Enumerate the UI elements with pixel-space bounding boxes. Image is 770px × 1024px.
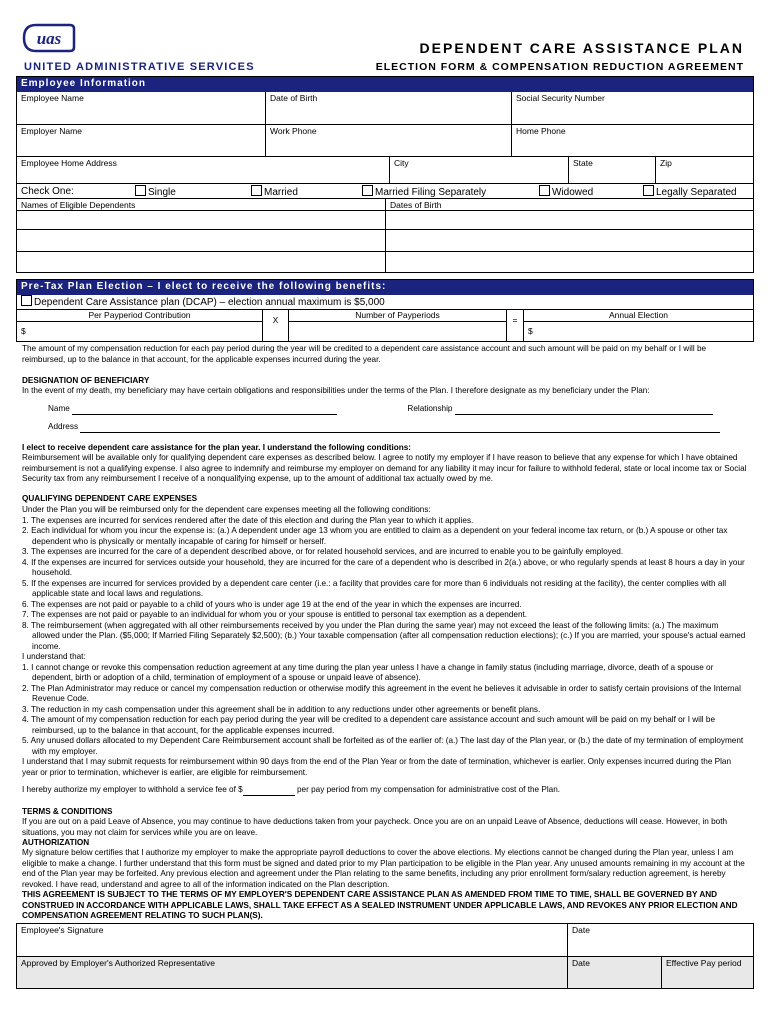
effective-pay-period-field[interactable]: [661, 957, 753, 988]
dependents-dob-header: Dates of Birth: [385, 199, 753, 210]
company-name: UNITED ADMINISTRATIVE SERVICES: [24, 61, 255, 73]
svg-text:uas: uas: [36, 29, 62, 48]
dependent-name-field[interactable]: [17, 211, 385, 229]
qualifying-item: 3. The expenses are incurred for the care of a dependent described above, or for related household services, and are incurred to enable you to be gainfully employed.: [22, 547, 624, 556]
employee-name-label: Employee Name: [21, 93, 84, 103]
dcap-option[interactable]: [17, 295, 753, 310]
status-married-label: Married: [264, 186, 298, 198]
num-payperiods-field[interactable]: [288, 310, 506, 341]
relationship-label: Relationship: [407, 404, 453, 413]
beneficiary-name-field[interactable]: [72, 414, 337, 415]
terms-heading: TERMS & CONDITIONS: [22, 807, 113, 816]
checkbox-icon[interactable]: [643, 185, 654, 196]
qualifying-item: 8. The reimbursement (when aggregated with all other reimbursements received by you under the Plan during the same year) may not exceed the least of the following limits: (a.) The maximum allowed under the Plan. ($5,000; If Married Filing Separately $2,500); (b.) Your taxable compensation (after all compensation reduction elections); (c.) If you are married, your spouse's actual earned income.: [22, 620, 746, 651]
beneficiary-name-row: [48, 404, 748, 415]
effective-pay-period-label: Effective Pay period: [666, 958, 742, 968]
status-separated-label: Legally Separated: [656, 186, 737, 198]
times-symbol: X: [262, 310, 288, 341]
check-one-label: Check One:: [21, 185, 74, 197]
conditions-text: Reimbursement will be available only for qualifying dependent care expenses as described below. I agree to notify my employer if I have reason to believe that any expense for which I have obtained reimbursement is not a qualifying expense. I also agree to indemnify and reimburse my employer on demand for any liability it may incur for failure to withhold federal, state or local income tax or Social Security tax from any reimbursement I receive of a nonqualifying expense, up to the amount of additional tax actually owed by me.: [22, 453, 747, 483]
employee-signature-label: Employee's Signature: [21, 925, 104, 935]
per-payperiod-field[interactable]: [17, 310, 262, 341]
dependent-name-field[interactable]: [17, 230, 385, 251]
employee-signature-field[interactable]: [17, 924, 567, 956]
understand-item: 4. The amount of my compensation reduction for each pay period during the year will be credited to a dependent care assistance account and such amount will be paid on my behalf or I will be reimbursed, up to the balance in that account, for the applicable expenses incurred.: [22, 715, 716, 735]
zip-field[interactable]: [655, 157, 753, 183]
employee-name-field[interactable]: [17, 92, 265, 124]
status-single-label: Single: [148, 186, 176, 198]
qualifying-item: 5. If the expenses are incurred for services provided by a dependent care center (i.e.: a facility that provides care for more than 6 individuals not residing at the facility), the center complies with all applicable state and local laws and regulations.: [22, 578, 727, 598]
amount-text: The amount of my compensation reduction for each pay period during the year will be credited to a dependent care assistance account and such amount will be paid on my behalf or I will be reimbursed, up to the balance in that account, for the applicable expenses incurred during the year.: [22, 344, 707, 364]
city-field[interactable]: [389, 157, 568, 183]
dollar-sign-2: $: [528, 326, 533, 336]
home-phone-label: Home Phone: [516, 126, 566, 136]
beneficiary-address-field[interactable]: [80, 432, 720, 433]
form-subtitle: ELECTION FORM & COMPENSATION REDUCTION AGREEMENT: [375, 61, 744, 73]
form-title: DEPENDENT CARE ASSISTANCE PLAN: [419, 40, 744, 56]
status-married[interactable]: [251, 185, 362, 198]
understand-item: 5. Any unused dollars allocated to my Dependent Care Reimbursement account shall be forfeited as of the earlier of: (a.) The last day of the Plan year, or (b.) the date of my termination of employment with my employer.: [22, 736, 744, 756]
status-widowed[interactable]: [539, 185, 643, 198]
dob-field[interactable]: [265, 92, 511, 124]
checkbox-icon[interactable]: [362, 185, 373, 196]
approved-by-field[interactable]: [17, 957, 567, 988]
dollar-sign-1: $: [21, 326, 26, 336]
conditions-heading: I elect to receive dependent care assistance for the plan year. I understand the following conditions:: [22, 443, 412, 452]
understand-label: I understand that:: [22, 652, 86, 661]
qualifying-item: 6. The expenses are not paid or payable to a child of yours who is under age 19 at the end of the year in which the expenses are incurred.: [22, 599, 522, 609]
understand-item: 1. I cannot change or revoke this compensation reduction agreement at any time during the plan year unless I have a change in family status (including marriage, divorce, death of a spouse or dependent, birth or adoption of a child, termination of employment of a spouse or unpaid leave of absence).: [22, 662, 714, 682]
ssn-label: Social Security Number: [516, 93, 605, 103]
understand-item: 3. The reduction in my cash compensation under this agreement shall be in addition to any reductions under other agreements or benefit plans.: [22, 704, 541, 714]
annual-election-field[interactable]: [523, 310, 753, 341]
beneficiary-address-row: [48, 422, 748, 433]
dependent-name-field[interactable]: [17, 252, 385, 273]
dob-label: Date of Birth: [270, 93, 318, 103]
status-mfs-label: Married Filing Separately: [375, 186, 487, 198]
qualifying-body: [22, 505, 748, 778]
checkbox-icon[interactable]: [251, 185, 262, 196]
uas-logo: [22, 22, 76, 54]
home-phone-field[interactable]: [511, 125, 753, 156]
home-address-field[interactable]: [17, 157, 389, 183]
qualifying-item: 7. The expenses are not paid or payable to an individual for whom you or your spouse is entitled to personal tax exemption as a dependent.: [22, 610, 528, 619]
approved-by-label: Approved by Employer's Authorized Representative: [21, 958, 215, 968]
work-phone-label: Work Phone: [270, 126, 317, 136]
state-label: State: [573, 158, 593, 168]
annual-election-label: Annual Election: [524, 310, 753, 322]
service-fee-row: [22, 785, 748, 796]
status-widowed-label: Widowed: [552, 186, 594, 198]
fee-text-pre: I hereby authorize my employer to withhold a service fee of $: [22, 785, 243, 794]
per-payperiod-label: Per Payperiod Contribution: [17, 310, 262, 322]
num-payperiods-label: Number of Payperiods: [289, 310, 506, 322]
authorization-text: My signature below certifies that I authorize my employer to make the appropriate payroll deductions to cover the above elections. My elections cannot be changed during the Plan year, unless I am eligible to make a change. I further understand that this form must be signed and dated prior to my Plan participation to be eligible in the Plan year. Any unused amounts remaining in my account at the end of the Plan year may be forfeited. Any previous election and agreement under the Plan relating to the same benefits, including any prior enrollment form/salary reduction agreement, is hereby revoked. I have read, understand and agree to all of the information indicated on the Plan description.: [22, 848, 745, 889]
approval-date-field[interactable]: [567, 957, 661, 988]
employer-name-label: Employer Name: [21, 126, 82, 136]
work-phone-field[interactable]: [265, 125, 511, 156]
submit-requests-text: I understand that I may submit requests for reimbursement within 90 days from the end of the Plan Year or from the date of termination, whichever is earlier. Only expenses incurred during the Plan year or prior to termination, whichever is earlier, are eligible for reimbursement.: [22, 757, 732, 777]
qualifying-item: 1. The expenses are incurred for services rendered after the date of this election and during the Plan year to which it applies.: [22, 515, 474, 525]
status-legally-separated[interactable]: [643, 185, 753, 198]
relationship-field[interactable]: [455, 414, 713, 415]
dependents-header: Names of Eligible Dependents: [21, 200, 136, 210]
service-fee-field[interactable]: [243, 795, 295, 796]
dependent-dob-field[interactable]: [385, 211, 753, 229]
employee-info-header: Employee Information: [17, 77, 753, 92]
understand-item: 2. The Plan Administrator may reduce or cancel my compensation reduction or otherwise modify this agreement in the event he believes it advisable in order to satisfy certain provisions of the Internal Revenue Code.: [22, 683, 741, 703]
employee-date-field[interactable]: [567, 924, 753, 956]
qualifying-intro: Under the Plan you will be reimbursed only for the dependent care expenses meeting all the following conditions:: [22, 505, 431, 514]
election-header: Pre-Tax Plan Election – I elect to receive the following benefits:: [17, 280, 753, 295]
home-address-label: Employee Home Address: [21, 158, 117, 168]
dependent-dob-field[interactable]: [385, 252, 753, 273]
employee-info-section: [16, 76, 754, 273]
employee-date-label: Date: [572, 925, 590, 935]
checkbox-icon[interactable]: [135, 185, 146, 196]
signature-section: [16, 923, 754, 989]
checkbox-icon[interactable]: [21, 295, 32, 306]
election-section: [16, 279, 754, 342]
approval-date-label: Date: [572, 958, 590, 968]
qualifying-item: 4. If the expenses are incurred for services outside your household, they are incurred for the care of a dependent who is described in 2(a.) above, or who regularly spends at least 8 hours a day in your household.: [22, 557, 745, 577]
state-field[interactable]: [568, 157, 655, 183]
ssn-field[interactable]: [511, 92, 753, 124]
beneficiary-text: In the event of my death, my beneficiary may have certain obligations and responsibilities under the terms of the Plan. I therefore designate as my beneficiary under the Plan:: [22, 386, 650, 395]
zip-label: Zip: [660, 158, 672, 168]
status-married-filing-separately[interactable]: [362, 185, 539, 198]
beneficiary-heading: DESIGNATION OF BENEFICIARY: [22, 376, 150, 385]
fee-text-post: per pay period from my compensation for administrative cost of the Plan.: [294, 785, 561, 794]
beneficiary-address-label: Address: [48, 422, 79, 431]
status-single[interactable]: [135, 185, 251, 198]
dcap-label: Dependent Care Assistance plan (DCAP) – election annual maximum is $5,000: [34, 297, 385, 308]
equals-symbol: =: [506, 310, 523, 341]
city-label: City: [394, 158, 409, 168]
authorization-heading: AUTHORIZATION: [22, 838, 90, 847]
agreement-bold-text: THIS AGREEMENT IS SUBJECT TO THE TERMS OF MY EMPLOYER'S DEPENDENT CARE ASSISTANCE PLAN AS AMENDED FROM TIME TO TIME, SHALL BE GOVERNED BY AND CONSTRUED IN ACCORDANCE WITH APPLICABLE LAWS, SHALL TAKE EFFECT AS A SEALED INSTRUMENT UNDER APPLICABLE LAWS, AND REVOKES ANY PRIOR ELECTION AND COMPENSATION AGREEMENT RELATING TO SUCH PLAN(S).: [22, 890, 738, 920]
terms-text: If you are out on a paid Leave of Absence, you may continue to have deductions taken from your paycheck. Once you are on an unpaid Leave of Absence, deductions will cease. However, in both situations, you may not claim for services while you are on leave.: [22, 817, 728, 837]
dependent-dob-field[interactable]: [385, 230, 753, 251]
beneficiary-name-label: Name: [48, 404, 70, 413]
qualifying-item: 2. Each individual for whom you incur the expense is: (a.) A dependent under age 13 whom you are entitled to claim as a dependent on your federal income tax return, or (b.) A spouse or other tax dependent who is physically or mentally incapable of caring for himself or herself.: [22, 526, 728, 546]
qualifying-heading: QUALIFYING DEPENDENT CARE EXPENSES: [22, 494, 198, 503]
employer-name-field[interactable]: [17, 125, 265, 156]
checkbox-icon[interactable]: [539, 185, 550, 196]
